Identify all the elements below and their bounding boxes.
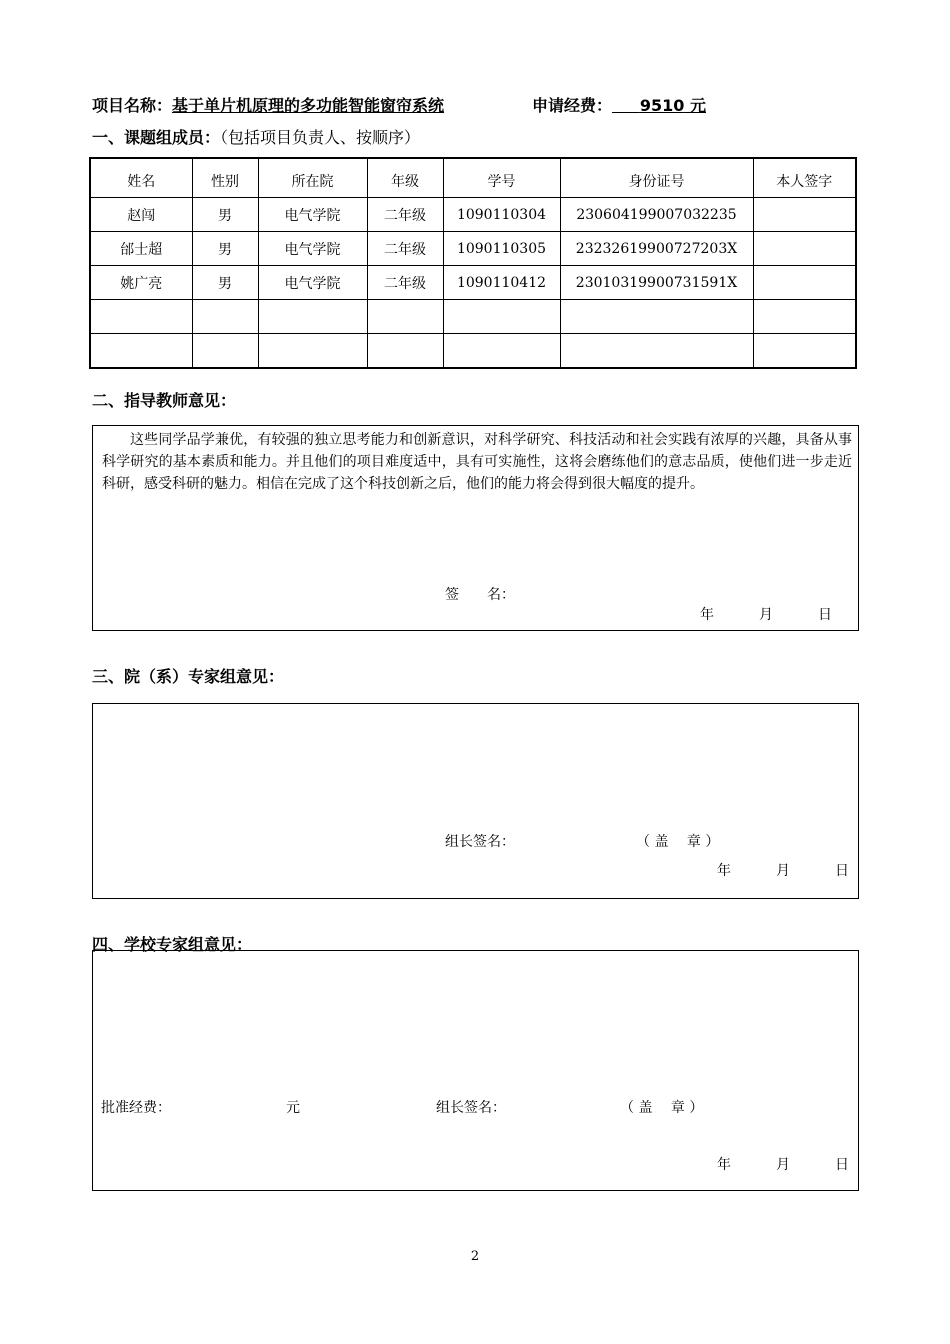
col-header-signature: 本人签字 — [753, 158, 856, 198]
approved-funding-label: 批准经费： — [101, 1100, 171, 1116]
project-label: 项目名称： — [92, 96, 173, 115]
cell-grade: 二年级 — [367, 198, 443, 232]
cell-signature — [753, 334, 856, 369]
project-header — [92, 93, 444, 116]
cell-college: 电气学院 — [258, 232, 367, 266]
col-header-student-id: 学号 — [443, 158, 560, 198]
cell-gender: 男 — [192, 198, 258, 232]
col-header-name: 姓名 — [90, 158, 192, 198]
cell-student-id — [443, 334, 560, 369]
advisor-date-day: 日 — [818, 607, 832, 623]
col-header-gender: 性别 — [192, 158, 258, 198]
school-date-day: 日 — [835, 1157, 849, 1173]
funding-request — [532, 93, 706, 116]
cell-id-number: 230604199007032235 — [560, 198, 753, 232]
cell-student-id: 1090110305 — [443, 232, 560, 266]
section1-heading — [92, 125, 420, 148]
college-leader-sign-label: 组长签名： — [445, 834, 515, 850]
cell-gender — [192, 334, 258, 369]
col-header-college: 所在院 — [258, 158, 367, 198]
cell-signature — [753, 232, 856, 266]
funding-amount: 9510 元 — [639, 96, 706, 115]
school-leader-sign-label: 组长签名： — [436, 1100, 506, 1116]
cell-signature — [753, 266, 856, 300]
col-header-grade: 年级 — [367, 158, 443, 198]
table-row — [90, 232, 856, 266]
cell-name: 赵闯 — [90, 198, 192, 232]
college-date-month: 月 — [776, 863, 790, 879]
cell-gender: 男 — [192, 232, 258, 266]
cell-name — [90, 300, 192, 334]
school-seal-label: （ 盖 章 ） — [620, 1100, 704, 1116]
cell-grade: 二年级 — [367, 232, 443, 266]
cell-id-number — [560, 300, 753, 334]
col-header-id-number: 身份证号 — [560, 158, 753, 198]
cell-student-id: 1090110304 — [443, 198, 560, 232]
table-row — [90, 266, 856, 300]
school-date-month: 月 — [776, 1157, 790, 1173]
section1-title: 一、课题组成员： — [92, 128, 221, 147]
cell-gender — [192, 300, 258, 334]
college-seal-label: （ 盖 章 ） — [636, 834, 720, 850]
school-opinion-box — [92, 950, 859, 1191]
cell-id-number — [560, 334, 753, 369]
cell-college — [258, 334, 367, 369]
funding-label: 申请经费： — [532, 96, 613, 115]
cell-college — [258, 300, 367, 334]
cell-college: 电气学院 — [258, 266, 367, 300]
members-table — [89, 157, 857, 369]
table-row — [90, 300, 856, 334]
advisor-opinion-text: 这些同学品学兼优，有较强的独立思考能力和创新意识，对科学研究、科技活动和社会实践有浓厚的兴趣，具备从事科学研究的基本素质和能力。并且他们的项目难度适中，具有可实施性，这将会磨练他们的意志品质，使他们进一步走近科研，感受科研的魅力。相信在完成了这个科技创新之后，他们的能力将会得到很大幅度的提升。 — [102, 432, 852, 492]
cell-student-id: 1090110412 — [443, 266, 560, 300]
cell-grade — [367, 334, 443, 369]
advisor-date-month: 月 — [759, 607, 773, 623]
cell-id-number: 23010319900731591X — [560, 266, 753, 300]
school-date-year: 年 — [717, 1157, 731, 1173]
table-row — [90, 334, 856, 369]
cell-gender: 男 — [192, 266, 258, 300]
cell-college: 电气学院 — [258, 198, 367, 232]
cell-id-number: 23232619900727203X — [560, 232, 753, 266]
project-name: 基于单片机原理的多功能智能窗帘系统 — [172, 96, 445, 115]
approved-funding-unit: 元 — [286, 1100, 300, 1116]
advisor-sign-label: 签 名： — [445, 587, 515, 603]
cell-student-id — [443, 300, 560, 334]
table-row — [90, 198, 856, 232]
college-date-day: 日 — [835, 863, 849, 879]
section2-title: 二、指导教师意见： — [92, 391, 237, 410]
cell-grade: 二年级 — [367, 266, 443, 300]
section1-note: （包括项目负责人、按顺序） — [220, 128, 421, 147]
cell-signature — [753, 198, 856, 232]
cell-name — [90, 334, 192, 369]
table-header-row — [90, 158, 856, 198]
page-number: 2 — [470, 1249, 480, 1264]
section3-title: 三、院（系）专家组意见： — [92, 667, 285, 686]
cell-grade — [367, 300, 443, 334]
advisor-date-year: 年 — [700, 607, 714, 623]
cell-name: 邰士超 — [90, 232, 192, 266]
cell-signature — [753, 300, 856, 334]
college-opinion-box — [92, 703, 859, 899]
section4-title: 四、学校专家组意见： — [92, 935, 253, 954]
cell-name: 姚广亮 — [90, 266, 192, 300]
college-date-year: 年 — [717, 863, 731, 879]
